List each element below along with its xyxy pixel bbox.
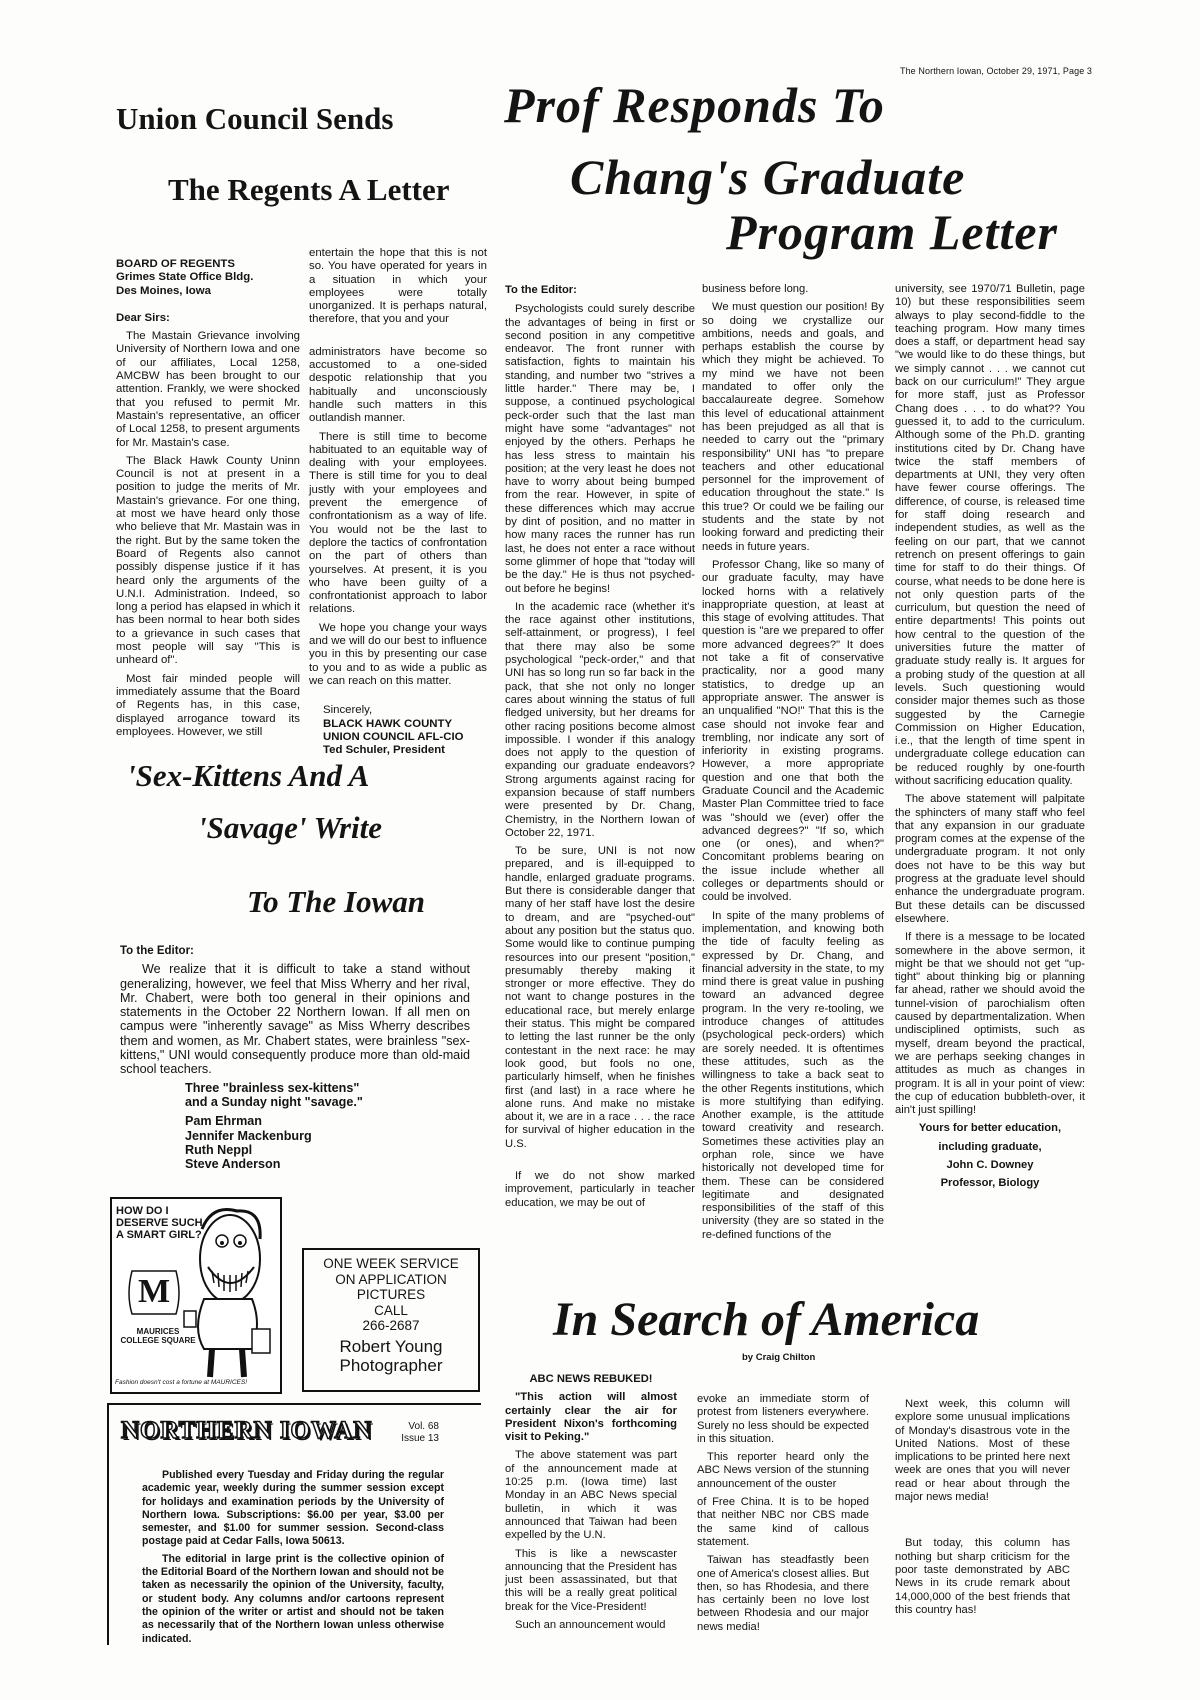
paragraph: Professor Chang, like so many of our graduate faculty, may have locked horns with a relatively inappropriate question, at least at this stage of evolving attitudes. That question is "are we prepared to offer more advanced degrees?" It does not take a fit of conservative practicality, nor a good many statistics, to dredge up an appropriate answer. The answer is an unqualified "NO!" That this is the case should not invoke fear and trembling, nor indicate any sort of inferiority in existing programs. However, a more appropriate question and one that both the Graduate Council and the Academic Master Plan Committee tried to face was "should we (ever) offer the advanced degrees?" "If so, which one (or ones), and when?" Concomitant problems bearing on the issue include whether all colleges or departments should or could be involved. [702, 558, 884, 904]
maurices-logo: M [138, 1273, 171, 1310]
editorial-disclaimer: The editorial in large print is the collective opinion of the Editorial Board of the Northern Iowan and should not be taken as necessarily the opinion of the University, faculty, or student body. Any columns and/or cartoons represent the opinion of the writer or artist and should not be taken as necessarily that of the Northern Iowan unless otherwise indicated. [142, 1552, 444, 1645]
speech-line: DESERVE SUCH [116, 1217, 203, 1229]
ad-line: PICTURES [356, 1287, 426, 1302]
headline-program-letter: Program Letter [726, 204, 1059, 260]
paragraph: To the Editor: [505, 284, 577, 296]
paragraph: evoke an immediate storm of protest from listeners everywhere. Surely no less should be expected in this situation. [697, 1393, 869, 1445]
page-folio: The Northern Iowan, October 29, 1971, Page 3 [899, 66, 1092, 76]
union-letter-body-2 [309, 247, 487, 688]
headline-savage-write: 'Savage' Write [198, 810, 382, 845]
ad-phone: 266-2687 [362, 1318, 420, 1333]
paragraph: The Mastain Grievance involving University of Northern Iowa and one of our affiliates, Local 1258, AMCBW has been brought to our attention. Frankly, we were shocked that you refused to permit Mr. Mastain's representative, an officer of Local 1258, to present arguments for Mr. Mastain's case. [116, 330, 300, 449]
closing: Sincerely, [323, 704, 373, 717]
column-gap [505, 1156, 695, 1170]
column-gap [895, 1523, 1070, 1537]
paragraph: entertain the hope that this is not so. You have operated for years in a situation in which your employees were totally unorganized. It is perhaps natural, therefore, that you and your [309, 247, 487, 326]
headline-prof-responds: Prof Responds To [504, 77, 885, 133]
signer: Pam Ehrman [185, 1114, 262, 1129]
photographer-ad [302, 1248, 480, 1392]
paragraph: university, see 1970/71 Bulletin, page 10) but these responsibilities seem always to play second-fiddle to the teaching program. How many times does a staff, or department head say "we would like to do these things, but we simply cannot . . . we cannot cut back on our curriculum!" They argue for more staff, just as Professor Chang does . . . to do what?? You guessed it, to add to the curriculum. Although some of the Ph.D. granting institutions cited by Dr. Chang have twice the staff members of departments at UNI, they very often have fewer course offerings. The difference, of course, is released time for staff doing research and independent studies, as well as the feeling on our part, that we cannot retrench on present offerings to gain time for staff to do their things. Of course, what needs to be done here is not only question parts of the curriculum, but question the need of entire departments! This points out how central to the question of the universities future the matter of graduate study really is. It argues for a probing study of the question at all levels. Such questioning would consider major themes such as those suggested by the Carnegie Commission on Higher Education, i.e., that the length of time spent in undergraduate college education can be reduced roughly by one-fourth without sacrificing education quality. [895, 283, 1085, 787]
prof-letter-column-3 [895, 283, 1085, 1196]
headline-changs-graduate: Chang's Graduate [570, 149, 966, 205]
salutation: Dear Sirs: [116, 311, 170, 324]
america-column-1 [505, 1373, 677, 1637]
paragraph: "This action will almost certainly clear the air for President Nixon's forthcoming visit to Peking." [505, 1391, 677, 1444]
speech-line: HOW DO I [116, 1205, 169, 1217]
paragraph: Such an announcement would [515, 1619, 666, 1632]
maurices-cartoon-ad [110, 1197, 282, 1394]
ad-lines [304, 1256, 478, 1334]
america-column-2 [697, 1393, 869, 1639]
union-letter-column-2 [309, 247, 487, 757]
union-signature [323, 704, 487, 757]
kittens-letter [120, 944, 470, 1171]
paragraph: We must question our position! By so doing we crystallize our ambitions, needs and goals, and perhaps establish the course by which they might be achieved. To my mind we have not been mandated to offer only the baccalaureate degree. Somehow this level of educational attainment has been prejudged as all that is needed to carry out the "primary responsibility" UNI has "to prepare teachers and other educational personnel for the improvement of education throughout the state." Is this true? Or could we be failing our students and the state by not looking forward and predicting their needs in future years. [702, 301, 884, 553]
headline-sex-kittens: 'Sex-Kittens And A [127, 758, 370, 793]
headline-in-search-of-america: In Search of America [553, 1293, 980, 1346]
signer: Steve Anderson [185, 1157, 281, 1172]
paragraph: There is still time to become habituated to an equitable way of dealing with your employees. There is still time for you to deal justly with your employees and prevent the emergence of confrontationism as a way of life. You would not be the last to deplore the tactics of confrontation on the part of others than yourselves. At present, it is you who have been guilty of a confrontationist approach to labor relations. [309, 430, 487, 616]
store-line: MAURICES [136, 1327, 180, 1336]
paragraph: If we do not show marked improvement, particularly in teacher education, we may be out of [505, 1170, 695, 1209]
cartoon-speech [116, 1205, 203, 1241]
tagline-line: and a Sunday night "savage." [185, 1094, 363, 1109]
paragraph: Yours for better education, [918, 1122, 1062, 1135]
ad-line: CALL [374, 1302, 408, 1318]
paragraph: administrators have become so accustomed to a one-sided despotic relationship that you habitually and unconsciously handle such matters in this outlandish manner. [309, 345, 487, 425]
paragraph: Next week, this column will explore some unusual implications of Monday's disastrous vote in the United Nations. Most of these implications to be printed here next week are ones that you will never read or hear about through the major news media! [895, 1398, 1070, 1504]
paragraph: business before long. [702, 283, 809, 295]
masthead-text [142, 1469, 444, 1650]
letter-body: We realize that it is difficult to take a stand without generalizing, however, we feel that Miss Wherry and her rival, Mr. Chabert, were both too general in their opinions and statements in the October 22 Northern Iowan. If all men on campus were "inherently savage" as Miss Wherry describes them and women, as Mr. Chabert states, were brainless "sex-kittens," UNI would consequently produce more than old-maid school teachers. [120, 962, 470, 1077]
paragraph: The above statement will palpitate the sphincters of many staff who feel that any expansion in our graduate program comes at the expense of the undergraduate program. It not only does not have to be this way but progress at the graduate level should enhance the undergraduate program. But these details can be discussed elsewhere. [895, 793, 1085, 925]
tagline-line: Three "brainless sex-kittens" [185, 1080, 360, 1095]
address-line: BOARD OF REGENTS [116, 258, 235, 270]
signer: Ruth Neppl [185, 1142, 253, 1157]
letter-tagline [185, 1081, 470, 1110]
paragraph: We hope you change your ways and we will do our best to influence you in this by presenting our case to you and to as wide a public as we can reach on this matter. [309, 621, 487, 687]
address-block [116, 258, 300, 298]
masthead-box [107, 1403, 481, 1645]
volume-issue [399, 1421, 439, 1445]
paragraph: ABC NEWS REBUKED! [529, 1373, 653, 1385]
headline-regents-letter: The Regents A Letter [168, 172, 450, 207]
publication-info: Published every Tuesday and Friday during the regular academic year, weekly during the summer session except for holidays and examination periods by the University of Northern Iowa. Subscriptions: $6.00 per year, $3.00 per semester, and $1.00 for summer session. Second-class postage paid at Cedar Falls, Iowa 50613. [142, 1469, 444, 1548]
headline-to-the-iowan: To The Iowan [247, 884, 426, 919]
signature-line: BLACK HAWK COUNTY [323, 717, 453, 730]
signature-line: Ted Schuler, President [323, 744, 445, 757]
column-gap [895, 1509, 1070, 1523]
paragraph: including graduate, [938, 1140, 1042, 1153]
ad-line: ON APPLICATION [335, 1271, 447, 1287]
prof-letter-column-1 [505, 284, 695, 1215]
paragraph: John C. Downey [946, 1159, 1034, 1171]
paragraph: Psychologists could surely describe the advantages of being in first or second position in any competitive endeavor. The front runner with satisfaction, fights to maintain his standing, and number two "strives a little harder." There may be, I suppose, a continued psychological peck-order such that the last man might have some "advantages" not enjoyed by the others. Perhaps he has less stress to maintain his position; at the very least he does not have to worry about being bumped from the rear. However, in spite of these differences which may accrue by dint of position, and no matter in how many races the runner has run last, he does not enter a race without some glimmer of hope that "today will be the day." He is thus not psyched-out before he begins! [505, 303, 695, 595]
store-line: COLLEGE SQUARE [120, 1336, 196, 1345]
paragraph: of Free China. It is to be hoped that neither NBC nor CBS made the same kind of callous statement. [697, 1496, 869, 1548]
signature-line: UNION COUNCIL AFL-CIO [323, 730, 464, 743]
paragraph: In the academic race (whether it's the race against other institutions, self-attainment, or progress), I feel that there may also be some psychological "peck-order," and that UNI has so long run so far back in the pack, that she not only no longer cares about winning the status of full fledged university, but her dreams for other racing positions become almost impossible. I wonder if this analogy does not apply to the question of expanding our graduate endeavors? Strong arguments against racing for expansion because of staff numbers were presented by Dr. Chang, Chemistry, in the Northern Iowan of October 22, 1971. [505, 600, 695, 839]
paragraph: This reporter heard only the ABC News version of the stunning announcement of the ouster [697, 1451, 869, 1490]
paragraph: Professor, Biology [940, 1177, 1040, 1190]
address-line: Grimes State Office Bldg. [116, 271, 254, 284]
signer: Jennifer Mackenburg [185, 1128, 312, 1143]
headline-union-council: Union Council Sends [116, 101, 394, 136]
column-gap [309, 332, 487, 346]
union-letter-column-1 [116, 258, 300, 744]
issue: Issue 13 [401, 1433, 439, 1444]
paragraph: In spite of the many problems of implementation, and knowing both the tide of faculty feeling as expressed by Dr. Chang, and financial adversity in the state, to my mind there is great value in pushing toward an advanced degree program. In the very re-tooling, we introduce changes of attitudes (psychological peck-orders) which are sorely needed. It is oftentimes these attitudes, such as the willingness to take a back seat to the other Regents institutions, which is more stultifying than edifying. Another example, is the attitude toward creativity and research. Sometimes these activities play an orphan role, since we have historically not developed time for them. These can be considered legitimate and designated responsibilities of the staff of this university (they are so stated in the re-defined functions of the [702, 909, 884, 1241]
prof-letter-column-2 [702, 283, 884, 1247]
northern-iowan-logo: NORTHERN IOWAN [121, 1417, 373, 1444]
letter-greeting: To the Editor: [120, 945, 194, 957]
address-line: Des Moines, Iowa [116, 284, 211, 297]
ad-line: ONE WEEK SERVICE [323, 1256, 459, 1271]
paragraph: But today, this column has nothing but sharp criticism for the poor taste demonstrated by ABC News in its crude remark about 14,000,000 of the best friends that this country has! [895, 1537, 1070, 1616]
paragraph: The above statement was part of the announcement made at 10:25 p.m. (Iowa time) last Monday in an ABC News special bulletin, in which it was announced that Taiwan had been expelled by the U.N. [505, 1449, 677, 1542]
speech-line: A SMART GIRL? [116, 1229, 202, 1241]
paragraph: If there is a message to be located somewhere in the above sermon, it might be that we should not get "up-tight" about thinking big or planning far ahead, rather we should avoid the tunnel-vision of parochialism often caused by departmentalization. When undisciplined optimists, such as myself, dream beyond the practical, we are perhaps seeking changes in attitudes as much as changes in program. It is all in your point of view: the cup of education bubbleth-over, it ain't just spilling! [895, 931, 1085, 1117]
photographer-name: Robert Young [339, 1336, 443, 1356]
paragraph: The Black Hawk County Uninn Council is not at present in a position to judge the merits of Mr. Mastain's grievance. For one thing, at most we have heard only those who believe that Mr. Mastain was in the right. But by the same token the Board of Regents also cannot possibly dispense justice if it has heard only the arguments of the U.N.I. Administration. Indeed, so long a period has elapsed in which it has been normal to hear both sides to a grievance in such cases that most people will say "This is unheard of". [116, 454, 300, 667]
volume: Vol. 68 [408, 1421, 439, 1432]
paragraph: Most fair minded people will immediately assume that the Board of Regents has, in this case, displayed arrogance toward its employees. However, we still [116, 672, 300, 738]
america-column-3 [895, 1398, 1070, 1622]
paragraph: This is like a newscaster announcing that the President has just been assassinated, but that this will be a really great political break for the Vice-President! [505, 1547, 677, 1613]
paragraph: To be sure, UNI is not now prepared, and is ill-equipped to handle, enlarged graduate programs. But there is considerable danger that many of her staff have lost the desire to dream, and are "psyched-out" about any position but the status quo. Some would like to continue pumping resources into our present "position," presumably thereby making it stronger or more effective. They do not want to change postures in the educational race, but merely enlarge their status. This might be compared to letting the last runner be the only contestant in the next race: he may look good, but fools no one, particularly himself, when he finishes first (and last) in a race where he alone runs. And make no mistake about it, we are in a race . . . the race for survival of higher education in the U.S. [505, 845, 695, 1150]
photographer-title: Photographer [339, 1355, 443, 1375]
store-name [120, 1327, 196, 1345]
byline: by Craig Chilton [742, 1352, 816, 1363]
paragraph: Taiwan has steadfastly been one of America's closest allies. But then, so has Rhodesia, and there has certainly been no love lost between Rhodesia and our major news media! [697, 1554, 869, 1633]
cartoon-footer: Fashion doesn't cost a fortune at MAURICES! [115, 1379, 248, 1386]
letter-signers [185, 1114, 470, 1171]
union-letter-body-1 [116, 330, 300, 739]
